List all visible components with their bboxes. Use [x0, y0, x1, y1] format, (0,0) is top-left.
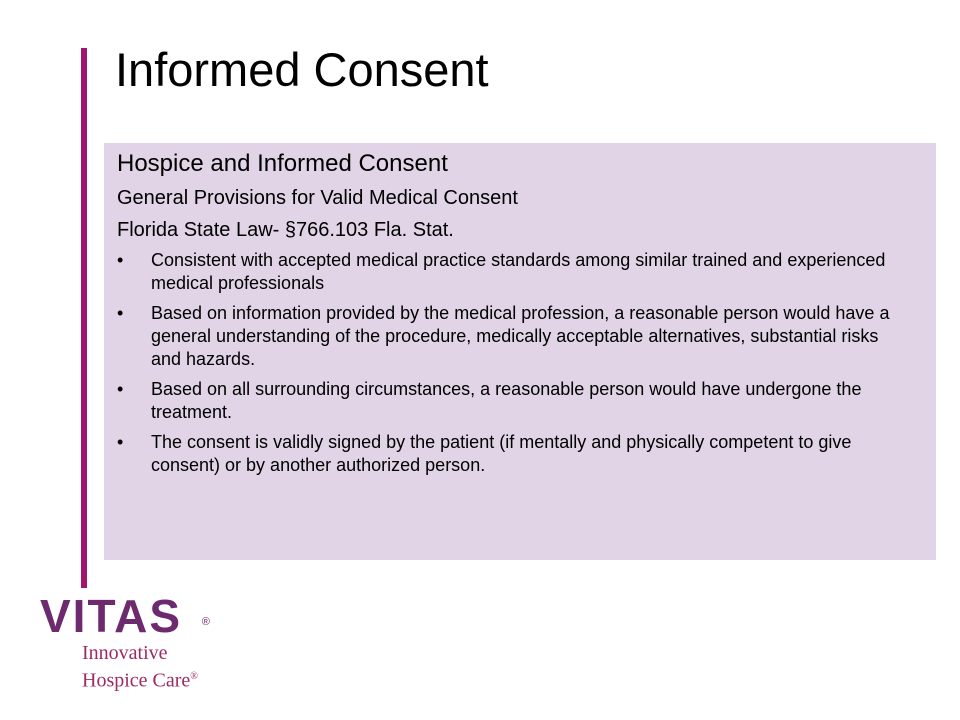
bullet-icon: •	[117, 303, 124, 323]
logo-tagline-line-1: Innovative	[82, 642, 168, 664]
provisions-heading: General Provisions for Valid Medical Consent	[117, 187, 518, 209]
registered-mark: ®	[201, 616, 212, 628]
list-item	[117, 431, 912, 477]
bullet-text: Based on all surrounding circumstances, a reasonable person would have undergone the treatment.	[151, 379, 862, 422]
bullet-icon: •	[117, 250, 124, 270]
list-item	[117, 302, 912, 371]
slide-title: Informed Consent	[115, 43, 489, 96]
tagline-registered-mark: ®	[190, 671, 198, 682]
bullet-text: Consistent with accepted medical practice standards among similar trained and experienced medical professionals	[151, 250, 886, 293]
logo-tagline-line-2	[82, 666, 198, 692]
logo-tagline-text: Hospice Care	[82, 669, 191, 692]
bullet-text: The consent is validly signed by the patient (if mentally and physically competent to give consent) or by another authorized person.	[151, 432, 852, 475]
vitas-logo	[40, 590, 212, 692]
list-item	[117, 378, 912, 424]
list-item	[117, 249, 912, 295]
bullet-icon: •	[117, 432, 124, 452]
bullet-list	[117, 249, 912, 477]
logo-wordmark	[40, 590, 212, 642]
logo-wordmark-text: VITAS	[40, 590, 183, 642]
law-citation: Florida State Law- §766.103 Fla. Stat.	[117, 219, 454, 241]
bullet-icon: •	[117, 379, 124, 399]
content-box	[104, 143, 936, 560]
accent-bar	[81, 48, 87, 588]
bullet-text: Based on information provided by the medical profession, a reasonable person would have a general understanding of the procedure, medically acceptable alternatives, substantial risks and hazards.	[151, 303, 890, 369]
slide-subtitle: Hospice and Informed Consent	[117, 150, 448, 177]
